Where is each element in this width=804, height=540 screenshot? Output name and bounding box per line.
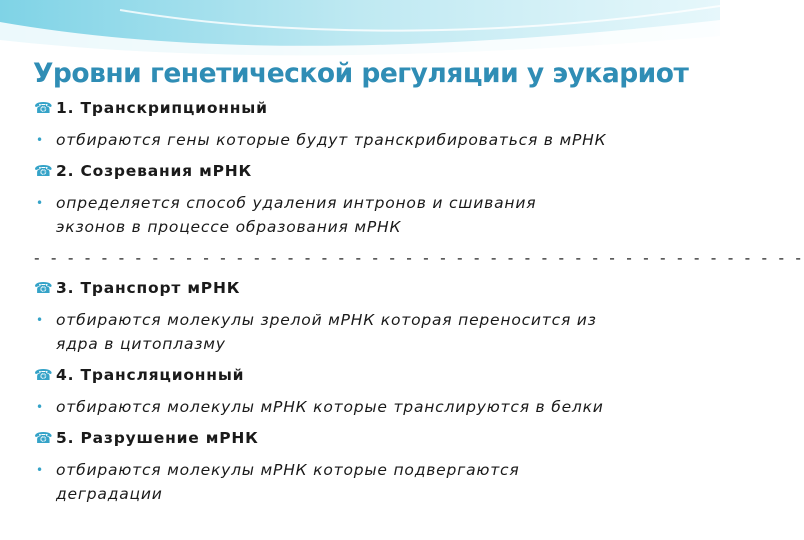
level-detail-text: отбираются молекулы мРНК которые транслируются в белки [56,398,604,416]
level-heading [34,276,714,300]
level-detail [34,395,714,419]
level-detail [34,128,714,152]
slide-title: Уровни генетической регуляции у эукариот [33,58,689,89]
slide-content [34,96,804,513]
level-heading [34,96,714,120]
level-detail-text: отбираются молекулы мРНК которые подвергаются деградации [56,461,520,503]
telephone-icon: ☎ [34,429,54,447]
level-heading-text: 2. Созревания мРНК [56,162,252,180]
level-detail [34,308,714,356]
telephone-icon: ☎ [34,279,54,297]
level-heading-text: 5. Разрушение мРНК [56,429,259,447]
bullet-dot-icon: • [36,196,44,210]
telephone-icon: ☎ [34,99,54,117]
dashed-divider: - - - - - - - - - - - - - - - - - - - - - - - - - - - - - - - - - - - - - - - - - - - - - - [34,249,804,267]
bullet-dot-icon: • [36,463,44,477]
telephone-icon: ☎ [34,366,54,384]
level-detail-text: отбираются молекулы зрелой мРНК которая переносится из ядра в цитоплазму [56,311,597,353]
bullet-dot-icon: • [36,400,44,414]
bullet-dot-icon: • [36,313,44,327]
level-detail [34,191,714,239]
level-heading [34,363,714,387]
bullet-dot-icon: • [36,133,44,147]
telephone-icon: ☎ [34,162,54,180]
level-detail-text: отбираются гены которые будут транскрибироваться в мРНК [56,131,607,149]
level-heading [34,159,714,183]
level-heading-text: 1. Транскрипционный [56,99,268,117]
level-detail-text: определяется способ удаления интронов и сшивания экзонов в процессе образования мРНК [56,194,537,236]
level-heading [34,426,714,450]
level-heading-text: 4. Трансляционный [56,366,245,384]
level-heading-text: 3. Транспорт мРНК [56,279,241,297]
level-detail [34,458,714,506]
